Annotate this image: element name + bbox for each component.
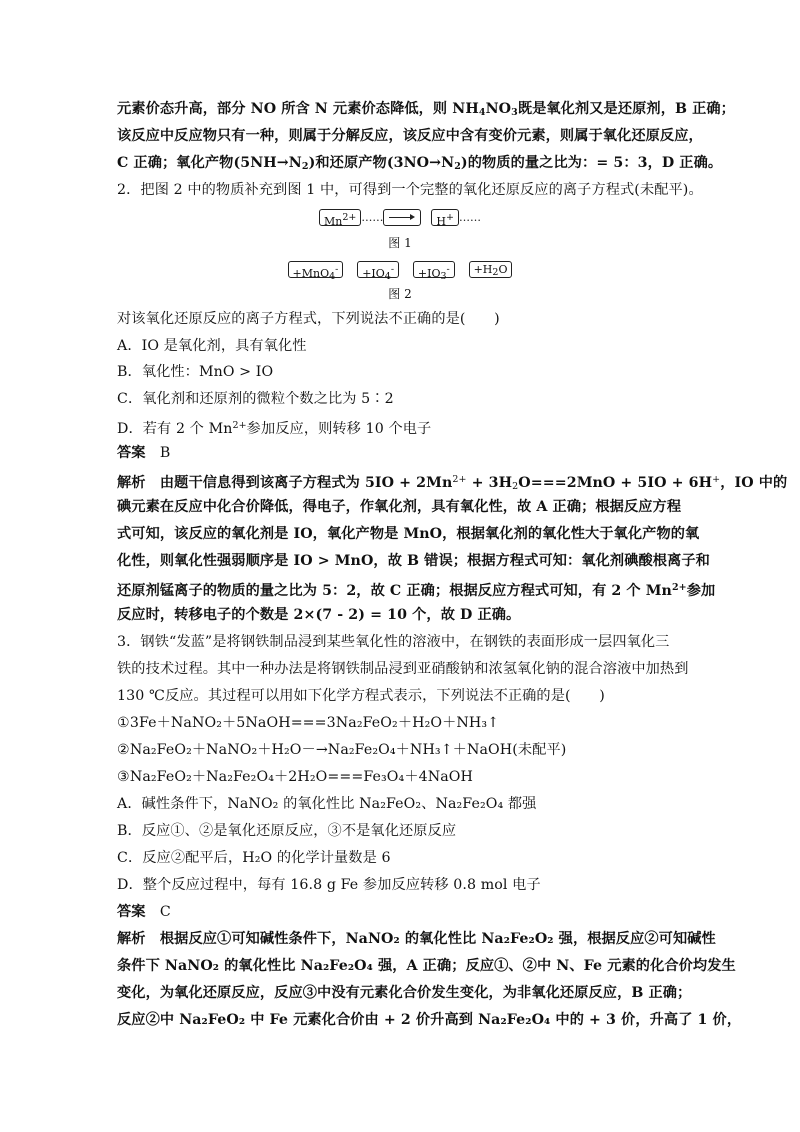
- option-b: B．反应①、②是氧化还原反应，③不是氧化还原反应: [117, 823, 457, 839]
- equation-2: ②Na₂FeO₂＋NaNO₂＋H₂O－→Na₂Fe₂O₄＋NH₃↑＋NaOH(未配平): [117, 742, 567, 758]
- answer-value: B: [159, 445, 171, 461]
- analysis-line: 碘元素在反应中化合价降低，得电子，作氧化剂，具有氧化性，故 A 正确；根据反应方程: [117, 499, 682, 515]
- figure-1-caption: 图 1: [388, 236, 412, 250]
- paragraph-line: 元素价态升高，部分 NO 所含 N 元素价态降低，则 $NH_4NO_3$既是氧化剂又是还原剂，B 正确；: [117, 101, 735, 118]
- question-3-stem: 130 ℃反应。其过程可以用如下化学方程式表示，下列说法不正确的是( ): [117, 688, 605, 704]
- analysis-line: 反应②中 Na₂FeO₂ 中 Fe 元素化合价由 + 2 价升高到 Na₂Fe₂O₄ 中的 + 3 价，升高了 1 价，: [117, 1012, 742, 1028]
- analysis-line: 解析 根据反应①可知碱性条件下，NaNO₂ 的氧化性比 Na₂Fe₂O₂ 强，根据反应②可知碱性: [117, 931, 716, 947]
- ellipsis: ……: [458, 211, 481, 224]
- equation-1: ①3Fe＋NaNO₂＋5NaOH===3Na₂FeO₂＋H₂O＋NH₃↑: [117, 715, 500, 731]
- analysis-line: 还原剂锰离子的物质的量之比为 5：2，故 C 正确；根据反应方程式可知，有 2 个 $Mn^{2+}$参加: [117, 582, 716, 599]
- figure-2: [0, 261, 800, 282]
- io3-box: +IO3-: [413, 261, 455, 278]
- answer-label: 答案: [117, 904, 146, 920]
- analysis-label: 解析: [117, 475, 146, 491]
- option-c: C．反应②配平后，H₂O 的化学计量数是 6: [117, 850, 391, 866]
- analysis-line: 变化，为氧化还原反应，反应③中没有元素化合价发生变化，为非氧化还原反应，B 正确；: [117, 985, 692, 1001]
- reaction-arrow-box: [383, 209, 421, 226]
- answer: [117, 443, 689, 463]
- answer-label: 答案: [117, 445, 146, 461]
- option-a: A．IO 是氧化剂，具有氧化性: [117, 338, 307, 354]
- analysis-line: 解析 由题干信息得到该离子方程式为 $5IO + 2Mn^{2+} + 3H_2O===2MnO + 5IO + 6H^+$，IO 中的: [117, 474, 788, 492]
- io4-box: +IO4-: [357, 261, 399, 278]
- figure-1: [0, 209, 800, 226]
- analysis-label: 解析: [117, 931, 146, 947]
- answer: [117, 902, 689, 922]
- question-3-stem: 3．钢铁“发蓝”是将钢铁制品浸到某些氧化性的溶液中，在钢铁的表面形成一层四氧化三: [117, 634, 670, 650]
- option-b: B．氧化性：MnO > IO: [117, 364, 274, 380]
- question-3-stem: 铁的技术过程。其中一种办法是将钢铁制品浸到亚硝酸钠和浓氢氧化钠的混合溶液中加热到: [117, 661, 689, 677]
- paragraph-line: 该反应中反应物只有一种，则属于分解反应，该反应中含有变价元素，则属于氧化还原反应，: [117, 128, 703, 144]
- analysis-line: 反应时，转移电子的个数是 2×(7 - 2) = 10 个，故 D 正确。: [117, 607, 521, 623]
- option-d: D．整个反应过程中，每有 16.8 g Fe 参加反应转移 0.8 mol 电子: [117, 877, 541, 893]
- question-2-prompt: 对该氧化还原反应的离子方程式，下列说法不正确的是( ): [117, 311, 500, 327]
- option-a: A．碱性条件下，NaNO₂ 的氧化性比 Na₂FeO₂、Na₂Fe₂O₄ 都强: [117, 796, 537, 812]
- analysis-line: 化性，则氧化性强弱顺序是 IO > MnO，故 B 错误；根据方程式可知：氧化剂碘酸根离子和: [117, 553, 710, 569]
- figure-2-caption: 图 2: [388, 287, 412, 301]
- option-d: D．若有 2 个 $Mn^{2+}$参加反应，则转移 10 个电子: [117, 420, 432, 437]
- question-2-stem: 2．把图 2 中的物质补充到图 1 中，可得到一个完整的氧化还原反应的离子方程式(未配平)。: [117, 182, 703, 198]
- equation-3: ③Na₂FeO₂＋Na₂Fe₂O₄＋2H₂O===Fe₃O₄＋4NaOH: [117, 769, 474, 785]
- option-c: C．氧化剂和还原剂的微粒个数之比为 5∶2: [117, 391, 394, 407]
- mn-ion-box: Mn2+: [319, 209, 361, 226]
- paragraph-line: C 正确；氧化产物$(5NH\to N_2)$和还原产物$(3NO\to N_2)$的物质的量之比为：= 5：3，D 正确。: [117, 155, 723, 172]
- h-ion-box: H+: [431, 209, 459, 226]
- answer-value: C: [159, 904, 171, 920]
- ellipsis: ……: [361, 211, 384, 224]
- analysis-line: 式可知，该反应的氧化剂是 IO，氧化产物是 MnO，根据氧化剂的氧化性大于氧化产物的氧: [117, 526, 700, 542]
- h2o-box: +H2O: [469, 261, 513, 278]
- mno4-box: +MnO4-: [288, 261, 344, 278]
- analysis-line: 条件下 NaNO₂ 的氧化性比 Na₂Fe₂O₄ 强，A 正确；反应①、②中 N、Fe 元素的化合价均发生: [117, 958, 736, 974]
